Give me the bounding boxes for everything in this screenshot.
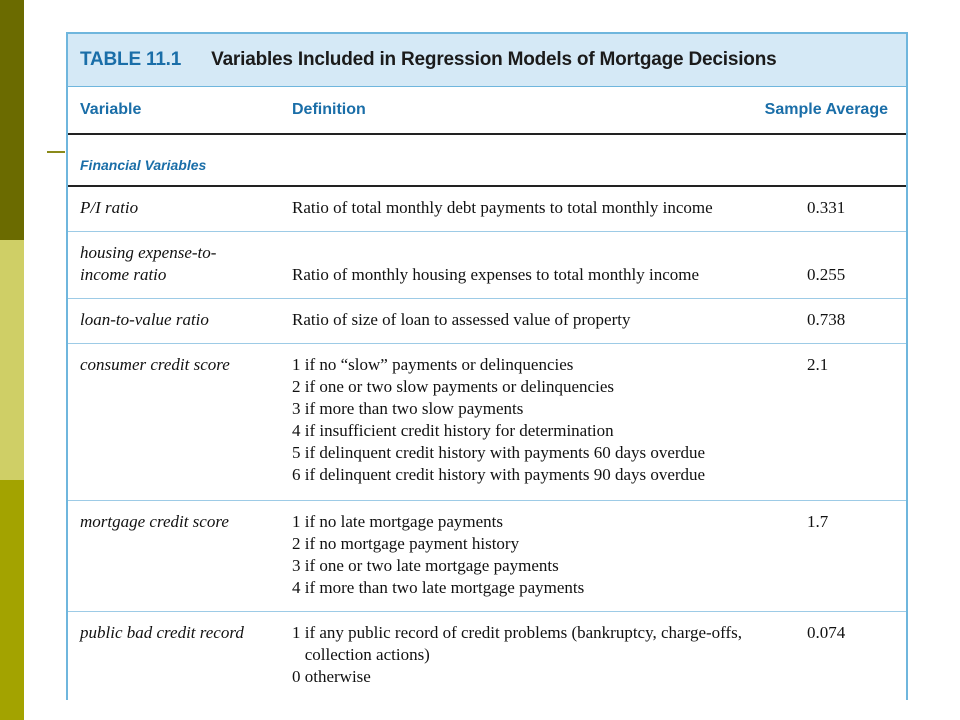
cell-variable xyxy=(80,242,280,286)
cell-variable xyxy=(80,354,280,376)
left-bar-olive xyxy=(0,480,24,720)
cell-sample-average: 0.074 xyxy=(807,623,846,642)
definition-line: 3 if one or two late mortgage payments xyxy=(292,556,559,575)
table-row xyxy=(68,501,906,612)
cell-definition xyxy=(292,622,802,688)
definition-line: 2 if no mortgage payment history xyxy=(292,534,520,553)
header-definition: Definition xyxy=(292,101,366,118)
cell-definition xyxy=(292,354,802,486)
header-sample-average: Sample Average xyxy=(764,101,888,118)
definition-line: 6 if delinquent credit history with payments 90 days overdue xyxy=(292,465,706,484)
definition-line: collection actions) xyxy=(292,645,430,664)
definition-line: 2 if one or two slow payments or delinquencies xyxy=(292,377,614,396)
group-row xyxy=(68,135,906,187)
variable-line: housing expense-to- xyxy=(80,243,217,262)
definition-line: 5 if delinquent credit history with payments 60 days overdue xyxy=(292,443,706,462)
group-label: Financial Variables xyxy=(80,157,207,173)
table-number: TABLE 11.1 xyxy=(80,49,182,70)
cell-variable xyxy=(80,309,280,331)
variable-line: loan-to-value ratio xyxy=(80,310,209,329)
variable-line: P/I ratio xyxy=(80,198,139,217)
definition-line: Ratio of size of loan to assessed value of property xyxy=(292,310,631,329)
variable-line: consumer credit score xyxy=(80,355,230,374)
definition-line xyxy=(292,242,802,264)
table-title: Variables Included in Regression Models of Mortgage Decisions xyxy=(211,49,777,70)
cell-definition xyxy=(292,511,802,599)
definition-line: 4 if insufficient credit history for determination xyxy=(292,421,614,440)
cell-sample-average: 1.7 xyxy=(807,512,829,531)
definition-line: Ratio of total monthly debt payments to total monthly income xyxy=(292,198,713,217)
definition-line: Ratio of monthly housing expenses to total monthly income xyxy=(292,265,700,284)
definition-line: 3 if more than two slow payments xyxy=(292,399,524,418)
left-bar-light xyxy=(0,240,24,480)
table-body xyxy=(68,187,906,700)
table-row xyxy=(68,612,906,700)
cell-definition xyxy=(292,197,802,219)
cell-sample-average: 0.738 xyxy=(807,310,846,329)
definition-line: 0 otherwise xyxy=(292,667,371,686)
variable-line: mortgage credit score xyxy=(80,512,229,531)
definition-line: 1 if no late mortgage payments xyxy=(292,512,504,531)
left-bar-dark xyxy=(0,0,24,240)
variable-line: income ratio xyxy=(80,265,167,284)
table-row xyxy=(68,344,906,501)
definition-line: 1 if no “slow” payments or delinquencies xyxy=(292,355,574,374)
variable-line: public bad credit record xyxy=(80,623,244,642)
cell-sample-average: 0.255 xyxy=(807,265,846,284)
cell-variable xyxy=(80,622,280,644)
cell-definition xyxy=(292,242,802,286)
cell-definition xyxy=(292,309,802,331)
table-row xyxy=(68,187,906,232)
table-panel xyxy=(66,32,908,700)
cell-variable xyxy=(80,197,280,219)
header-variable: Variable xyxy=(80,101,142,118)
table-title-bar xyxy=(68,32,906,86)
definition-line: 1 if any public record of credit problems (bankruptcy, charge-offs, xyxy=(292,623,743,642)
table-header-row xyxy=(68,86,906,135)
table-row xyxy=(68,299,906,344)
bullet-dash xyxy=(47,151,65,153)
table-row xyxy=(68,232,906,299)
cell-variable xyxy=(80,511,280,533)
cell-sample-average: 2.1 xyxy=(807,355,829,374)
definition-line: 4 if more than two late mortgage payments xyxy=(292,578,585,597)
cell-sample-average: 0.331 xyxy=(807,198,846,217)
